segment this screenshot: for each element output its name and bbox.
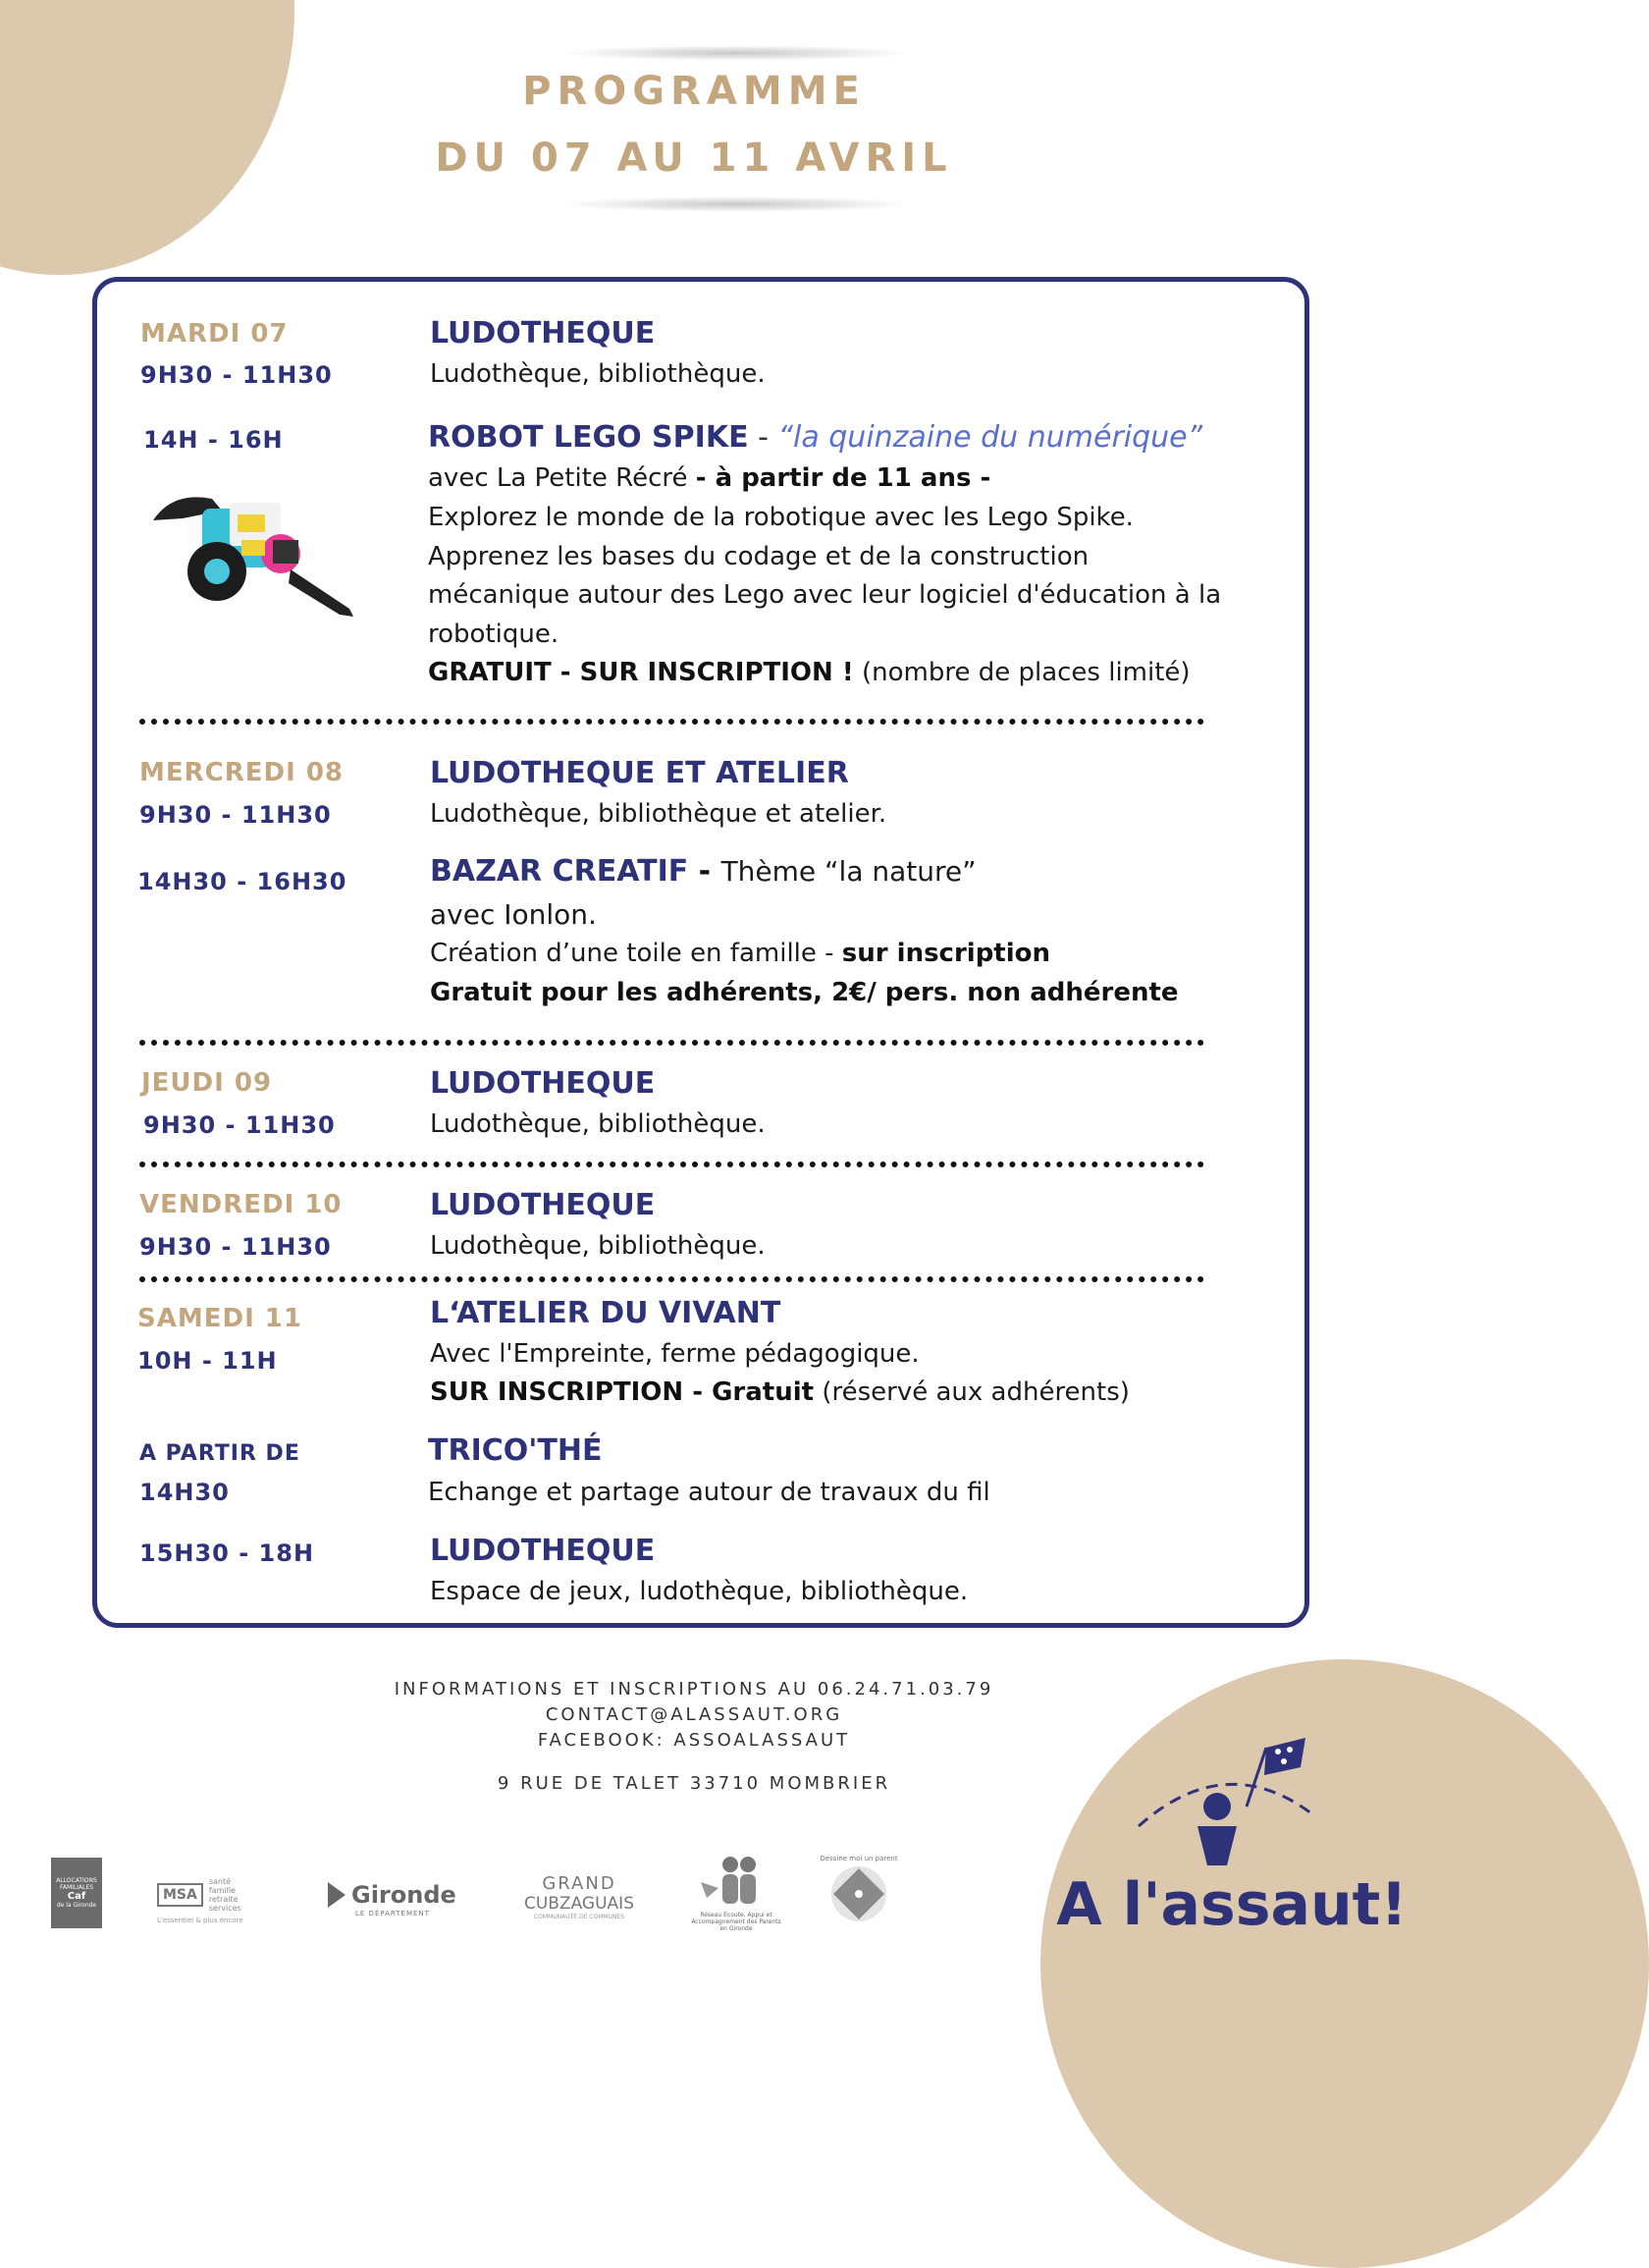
separator-3 xyxy=(139,1161,1204,1167)
page-title-line1: PROGRAMME xyxy=(522,69,866,114)
activity-desc-wednesday-1: Ludothèque, bibliothèque et atelier. xyxy=(430,799,887,829)
gironde-logo-text: Gironde xyxy=(351,1881,456,1909)
day-wednesday: MERCREDI 08 xyxy=(139,758,345,787)
time-friday-morning: 9H30 - 11H30 xyxy=(139,1233,332,1261)
bazar-inscription: sur inscription xyxy=(841,939,1051,968)
time-saturday-late: 15H30 - 18H xyxy=(139,1539,315,1567)
time-wednesday-afternoon: 14H30 - 16H30 xyxy=(137,868,347,895)
activity-title-tuesday-1: LUDOTHEQUE xyxy=(430,316,656,351)
activity-title-wednesday-2 xyxy=(430,854,977,889)
atelier-note: (réservé aux adhérents) xyxy=(814,1377,1130,1407)
title-separator: - xyxy=(748,420,778,455)
title-shadow-bottom xyxy=(559,196,913,212)
robot-lego-partner: avec La Petite Récré xyxy=(428,463,696,493)
brand-text: A l'assaut! xyxy=(1056,1870,1408,1939)
activity-title-saturday-1: L‘ATELIER DU VIVANT xyxy=(430,1296,781,1330)
separator-1 xyxy=(139,719,1204,725)
gironde-logo xyxy=(326,1875,459,1922)
caf-logo-line2: Caf xyxy=(67,1891,86,1902)
bazar-creation: Création d’une toile en famille - xyxy=(430,939,842,968)
grand-cubzaguais-logo xyxy=(506,1865,652,1928)
dessine-moi-un-parent-logo xyxy=(815,1846,903,1934)
day-thursday: JEUDI 09 xyxy=(141,1068,273,1098)
gironde-logo-sub: LE DÉPARTEMENT xyxy=(355,1910,430,1917)
dessine-umbrella-icon xyxy=(827,1863,890,1925)
activity-title-saturday-2: TRICO'THÉ xyxy=(428,1433,603,1468)
footer-email: CONTACT@ALASSAUT.ORG xyxy=(545,1704,843,1725)
reaap-logo-text: Réseau Ecoute, Appui et Accompagnement des Parents en Gironde xyxy=(691,1911,781,1932)
time-wednesday-morning: 9H30 - 11H30 xyxy=(139,801,332,829)
robot-lego-with xyxy=(428,463,990,493)
activity-title-friday-1: LUDOTHEQUE xyxy=(430,1188,656,1222)
day-tuesday: MARDI 07 xyxy=(140,319,289,349)
atelier-registration xyxy=(430,1377,1130,1407)
activity-desc-saturday-1: Avec l'Empreinte, ferme pédagogique. xyxy=(430,1339,920,1369)
cubz-line3: COMMUNAUTÉ DE COMMUNES xyxy=(533,1914,625,1920)
activity-title-tuesday-2 xyxy=(428,420,1202,455)
bazar-price: Gratuit pour les adhérents, 2€/ pers. non adhérente xyxy=(430,978,1179,1007)
time-saturday-morning: 10H - 11H xyxy=(137,1347,278,1375)
msa-logo-mark: MSA xyxy=(157,1883,203,1907)
caf-logo-line3: de la Gironde xyxy=(56,1902,97,1909)
reaap-figures-icon xyxy=(697,1855,775,1912)
msa-logo-tagline: L'essentiel & plus encore xyxy=(157,1917,243,1924)
caf-logo xyxy=(51,1858,102,1928)
page-title-line2: DU 07 AU 11 AVRIL xyxy=(435,135,953,181)
robot-lego-age: - à partir de 11 ans - xyxy=(695,463,991,493)
dessine-logo-text: Dessine moi un parent xyxy=(820,1855,898,1863)
footer-info-phone: INFORMATIONS ET INSCRIPTIONS AU 06.24.71.03.79 xyxy=(394,1679,994,1700)
activity-desc-friday-1: Ludothèque, bibliothèque. xyxy=(430,1231,766,1261)
atelier-free: SUR INSCRIPTION - Gratuit xyxy=(430,1377,815,1407)
activity-desc-tuesday-1: Ludothèque, bibliothèque. xyxy=(430,359,766,389)
time-tuesday-afternoon: 14H - 16H xyxy=(143,426,284,454)
activity-desc-thursday-1: Ludothèque, bibliothèque. xyxy=(430,1109,766,1139)
bazar-separator: - xyxy=(688,854,721,889)
robot-lego-line1: Explorez le monde de la robotique avec les Lego Spike. xyxy=(428,503,1134,532)
gironde-shape-icon xyxy=(326,1880,347,1910)
time-thursday-morning: 9H30 - 11H30 xyxy=(143,1111,336,1139)
cubz-line2: CUBZAGUAIS xyxy=(523,1894,634,1914)
activity-title-saturday-3: LUDOTHEQUE xyxy=(430,1534,656,1568)
robot-lego-limit: (nombre de places limité) xyxy=(853,658,1191,687)
robot-lego-subtitle: “la quinzaine du numérique” xyxy=(777,420,1203,455)
separator-4 xyxy=(139,1276,1204,1282)
footer-facebook: FACEBOOK: ASSOALASSAUT xyxy=(537,1730,851,1751)
footer-address: 9 RUE DE TALET 33710 MOMBRIER xyxy=(497,1773,891,1794)
bazar-line1 xyxy=(430,939,1050,968)
title-shadow-top xyxy=(559,45,913,61)
msa-logo-lines: santé famille retraite services xyxy=(208,1877,241,1913)
activity-title-wednesday-1: LUDOTHEQUE ET ATELIER xyxy=(430,756,849,790)
time-saturday-afternoon-label: A PARTIR DE xyxy=(139,1441,300,1466)
msa-logo xyxy=(157,1873,267,1928)
bazar-theme: Thème “la nature” xyxy=(720,855,977,888)
robot-lego-line2: Apprenez les bases du codage et de la construction xyxy=(428,542,1090,571)
robot-lego-title: ROBOT LEGO SPIKE xyxy=(428,420,749,455)
day-friday: VENDREDI 10 xyxy=(139,1190,343,1219)
day-saturday: SAMEDI 11 xyxy=(137,1304,302,1333)
robot-lego-line3: mécanique autour des Lego avec leur logiciel d'éducation à la xyxy=(428,580,1222,610)
time-saturday-afternoon: 14H30 xyxy=(139,1479,230,1506)
robot-lego-free: GRATUIT - SUR INSCRIPTION ! xyxy=(428,658,854,687)
caf-logo-line1: ALLOCATIONS FAMILIALES xyxy=(56,1877,97,1891)
reaap-logo xyxy=(681,1846,791,1940)
lego-robot-image xyxy=(143,481,365,626)
robot-lego-registration xyxy=(428,658,1191,687)
separator-2 xyxy=(139,1040,1204,1046)
activity-title-thursday-1: LUDOTHEQUE xyxy=(430,1066,656,1101)
activity-desc-saturday-3: Espace de jeux, ludothèque, bibliothèque. xyxy=(430,1577,969,1606)
activity-desc-saturday-2: Echange et partage autour de travaux du fil xyxy=(428,1478,990,1507)
cubz-line1: GRAND xyxy=(542,1873,616,1894)
bazar-creatif-title: BAZAR CREATIF xyxy=(430,854,689,889)
time-tuesday-morning: 9H30 - 11H30 xyxy=(140,361,333,389)
a-lassaut-brand-logo xyxy=(1056,1728,1408,1944)
robot-lego-line4: robotique. xyxy=(428,620,559,649)
bazar-partner: avec Ionlon. xyxy=(430,898,597,931)
